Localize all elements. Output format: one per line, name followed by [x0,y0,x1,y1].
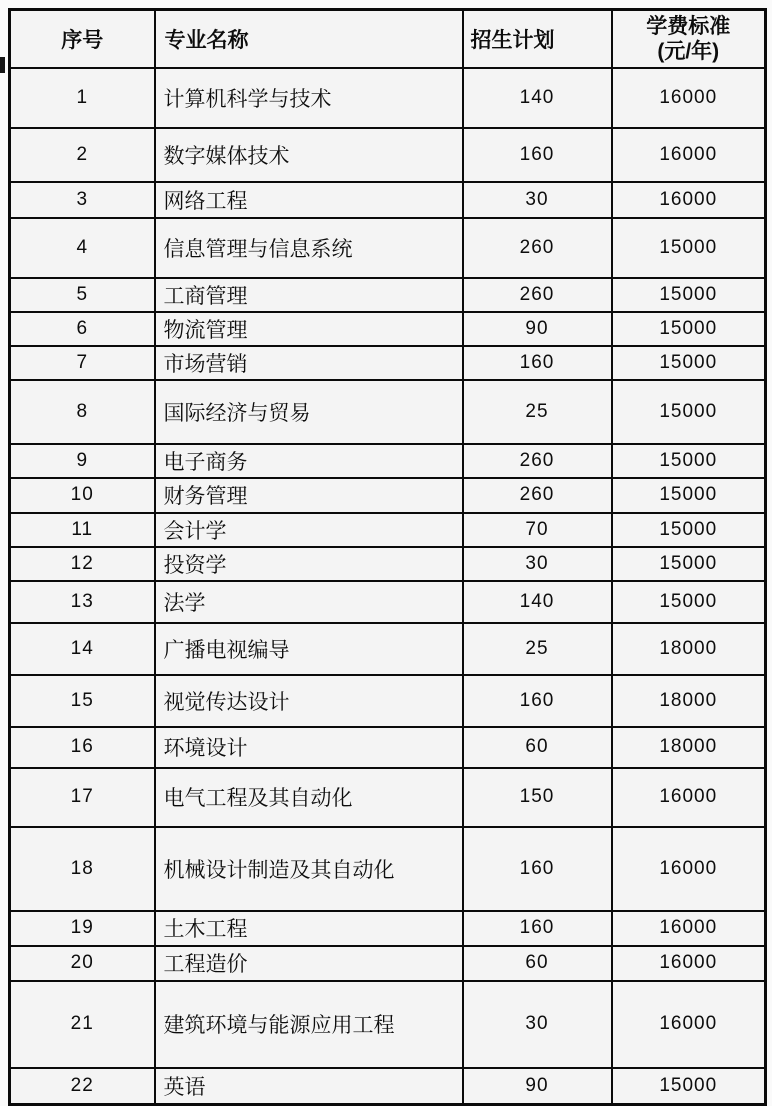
major-name-cell: 电子商务 [155,444,463,478]
fee-cell: 18000 [612,727,766,768]
row-number-cell: 9 [10,444,155,478]
row-number-cell: 6 [10,312,155,346]
table-row [10,513,766,547]
major-name-cell: 广播电视编导 [155,623,463,675]
table-row [10,827,766,911]
plan-cell: 30 [463,981,612,1068]
table-row [10,675,766,727]
row-number-cell: 21 [10,981,155,1068]
major-name-cell: 环境设计 [155,727,463,768]
major-name-cell: 英语 [155,1068,463,1105]
fee-cell: 16000 [612,827,766,911]
major-name-cell: 土木工程 [155,911,463,946]
row-number-cell: 19 [10,911,155,946]
fee-cell: 15000 [612,1068,766,1105]
table-row [10,623,766,675]
fee-cell: 16000 [612,946,766,981]
header-major: 专业名称 [155,10,463,68]
row-number-cell: 16 [10,727,155,768]
header-plan: 招生计划 [463,10,612,68]
row-number-cell: 14 [10,623,155,675]
table-row [10,444,766,478]
plan-cell: 260 [463,278,612,312]
fee-cell: 15000 [612,380,766,444]
plan-cell: 25 [463,380,612,444]
table-row [10,981,766,1068]
plan-cell: 90 [463,312,612,346]
major-name-cell: 投资学 [155,547,463,581]
major-name-cell: 物流管理 [155,312,463,346]
plan-cell: 25 [463,623,612,675]
table-row [10,278,766,312]
major-name-cell: 工程造价 [155,946,463,981]
row-number-cell: 11 [10,513,155,547]
fee-cell: 16000 [612,128,766,182]
row-number-cell: 20 [10,946,155,981]
major-name-cell: 财务管理 [155,478,463,513]
plan-cell: 260 [463,478,612,513]
major-name-cell: 电气工程及其自动化 [155,768,463,827]
plan-cell: 140 [463,68,612,128]
table-row [10,478,766,513]
major-name-cell: 数字媒体技术 [155,128,463,182]
fee-cell: 15000 [612,581,766,623]
major-name-cell: 计算机科学与技术 [155,68,463,128]
table-row [10,946,766,981]
fee-cell: 18000 [612,675,766,727]
major-name-cell: 工商管理 [155,278,463,312]
fee-cell: 15000 [612,444,766,478]
major-name-cell: 建筑环境与能源应用工程 [155,981,463,1068]
row-number-cell: 13 [10,581,155,623]
plan-cell: 30 [463,547,612,581]
header-fee [612,10,766,68]
major-name-cell: 市场营销 [155,346,463,380]
header-no: 序号 [10,10,155,68]
major-name-cell: 视觉传达设计 [155,675,463,727]
row-number-cell: 22 [10,1068,155,1105]
major-name-cell: 信息管理与信息系统 [155,218,463,278]
fee-cell: 15000 [612,547,766,581]
enrollment-plan-table [8,8,767,1106]
header-fee-line2: (元/年) [657,39,720,63]
row-number-cell: 3 [10,182,155,218]
plan-cell: 160 [463,346,612,380]
table-row [10,312,766,346]
fee-cell: 16000 [612,68,766,128]
table-row [10,380,766,444]
row-number-cell: 4 [10,218,155,278]
header-row [10,10,766,68]
header-fee-line1: 学费标准 [646,14,731,38]
table-body [10,68,766,1105]
fee-cell: 16000 [612,981,766,1068]
plan-cell: 160 [463,911,612,946]
fee-cell: 16000 [612,182,766,218]
fee-cell: 15000 [612,278,766,312]
table-row [10,581,766,623]
fee-cell: 15000 [612,218,766,278]
fee-cell: 15000 [612,312,766,346]
plan-cell: 30 [463,182,612,218]
fee-cell: 15000 [612,346,766,380]
row-number-cell: 10 [10,478,155,513]
row-number-cell: 7 [10,346,155,380]
plan-cell: 60 [463,946,612,981]
plan-cell: 160 [463,827,612,911]
row-number-cell: 1 [10,68,155,128]
major-name-cell: 国际经济与贸易 [155,380,463,444]
row-number-cell: 18 [10,827,155,911]
plan-cell: 140 [463,581,612,623]
table-row [10,1068,766,1105]
fee-cell: 15000 [612,513,766,547]
plan-cell: 160 [463,128,612,182]
row-number-cell: 17 [10,768,155,827]
table-row [10,218,766,278]
table-row [10,547,766,581]
table-row [10,768,766,827]
table-row [10,911,766,946]
scan-artifact-mark [0,57,5,73]
plan-cell: 90 [463,1068,612,1105]
plan-cell: 260 [463,218,612,278]
row-number-cell: 8 [10,380,155,444]
row-number-cell: 2 [10,128,155,182]
fee-cell: 18000 [612,623,766,675]
plan-cell: 150 [463,768,612,827]
major-name-cell: 网络工程 [155,182,463,218]
plan-cell: 260 [463,444,612,478]
row-number-cell: 5 [10,278,155,312]
table-row [10,68,766,128]
plan-cell: 70 [463,513,612,547]
major-name-cell: 会计学 [155,513,463,547]
fee-cell: 16000 [612,911,766,946]
plan-cell: 60 [463,727,612,768]
major-name-cell: 法学 [155,581,463,623]
table-row [10,727,766,768]
table-row [10,128,766,182]
row-number-cell: 15 [10,675,155,727]
major-name-cell: 机械设计制造及其自动化 [155,827,463,911]
table-row [10,346,766,380]
fee-cell: 16000 [612,768,766,827]
table-row [10,182,766,218]
plan-cell: 160 [463,675,612,727]
row-number-cell: 12 [10,547,155,581]
fee-cell: 15000 [612,478,766,513]
